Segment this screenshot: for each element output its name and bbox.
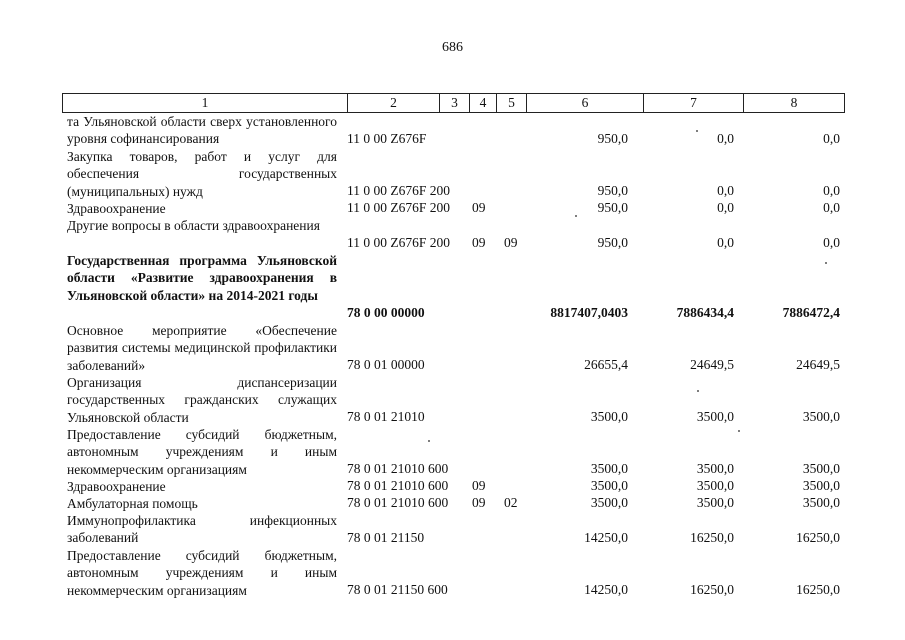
row-value-8: 0,0 (823, 235, 840, 250)
row-name: та Ульяновской области сверх установленного уровня софинансирования (67, 114, 337, 147)
row-name: Государственная программа Ульяновской области «Развитие здравоохранения в Ульяновской области» на 2014-2021 годы (67, 253, 337, 303)
row-code: 78 0 01 21150 600 (347, 582, 448, 597)
scan-speck (825, 262, 827, 264)
row-code: 78 0 01 21010 600 (347, 478, 449, 493)
header-col-2: 2 (347, 94, 439, 112)
table-row (0, 113, 905, 148)
row-value-8: 3500,0 (802, 495, 840, 510)
page-number: 686 (442, 40, 463, 55)
row-code: 78 0 01 21010 600 (347, 461, 449, 476)
row-value-8: 3500,0 (802, 461, 840, 476)
header-col-7: 7 (643, 94, 743, 112)
row-value-7: 24649,5 (690, 357, 734, 372)
table-row (0, 148, 905, 200)
row-value-8: 16250,0 (796, 582, 840, 597)
table-row (0, 512, 905, 547)
row-name: Предоставление субсидий бюджетным, автономным учреждениям и иным некоммерческим организациям (67, 548, 337, 598)
header-col-1: 1 (201, 95, 209, 110)
row-value-8: 3500,0 (802, 478, 840, 493)
row-name: Закупка товаров, работ и услуг для обеспечения государственных (муниципальных) нужд (67, 149, 337, 199)
row-name: Иммунопрофилактика инфекционных заболеваний (67, 513, 337, 546)
row-value-6: 950,0 (597, 235, 628, 250)
row-name: Организация диспансеризации государственных гражданских служащих Ульяновской области (67, 375, 337, 425)
row-value-8: 7886472,4 (782, 305, 840, 320)
row-value-8: 0,0 (823, 200, 840, 215)
row-value-6: 26655,4 (584, 357, 628, 372)
header-col-8: 8 (743, 94, 844, 112)
table-row (0, 217, 905, 252)
row-value-8: 0,0 (823, 131, 840, 146)
row-code: 11 0 00 Z676F 200 (347, 183, 451, 198)
row-value-8: 16250,0 (796, 530, 840, 545)
row-value-7: 0,0 (717, 200, 734, 215)
row-name: Амбулаторная помощь (67, 496, 198, 511)
table-row (0, 478, 905, 495)
header-col-6: 6 (526, 94, 643, 112)
row-section: 09 (472, 235, 486, 250)
row-value-7: 3500,0 (696, 461, 734, 476)
row-value-6: 3500,0 (590, 495, 628, 510)
table-row (0, 547, 905, 599)
table-row (0, 374, 905, 426)
row-value-6: 950,0 (597, 200, 628, 215)
row-value-6: 14250,0 (584, 582, 628, 597)
row-name: Здравоохранение (67, 479, 166, 494)
row-subsection: 09 (504, 235, 518, 250)
row-code: 11 0 00 Z676F 200 (347, 200, 451, 215)
row-value-7: 16250,0 (690, 582, 734, 597)
row-name: Здравоохранение (67, 201, 166, 216)
scan-speck (696, 130, 698, 132)
scan-speck (738, 430, 740, 432)
row-value-8: 24649,5 (796, 357, 840, 372)
row-code: 78 0 01 21150 (347, 530, 425, 545)
row-section: 09 (472, 478, 486, 493)
header-col-3: 3 (439, 94, 469, 112)
row-value-8: 3500,0 (802, 409, 840, 424)
table-row (0, 322, 905, 374)
row-value-6: 950,0 (597, 131, 628, 146)
row-value-7: 0,0 (717, 183, 734, 198)
row-name: Основное мероприятие «Обеспечение развития системы медицинской профилактики заболеваний» (67, 323, 337, 373)
row-value-6: 3500,0 (590, 478, 628, 493)
row-code: 11 0 00 Z676F (347, 131, 427, 146)
row-subsection: 02 (504, 495, 518, 510)
row-value-7: 0,0 (717, 235, 734, 250)
row-value-7: 16250,0 (690, 530, 734, 545)
row-value-6: 950,0 (597, 183, 628, 198)
row-value-7: 7886434,4 (676, 305, 734, 320)
row-code: 78 0 01 21010 (347, 409, 425, 424)
row-name: Другие вопросы в области здравоохранения (67, 218, 320, 233)
row-value-6: 3500,0 (590, 461, 628, 476)
row-value-7: 3500,0 (696, 478, 734, 493)
scan-speck (428, 440, 430, 442)
row-code: 78 0 01 00000 (347, 357, 425, 372)
row-section: 09 (472, 200, 486, 215)
scan-speck (697, 390, 699, 392)
table-row (0, 252, 905, 322)
table-header (62, 93, 845, 113)
row-value-6: 8817407,0403 (550, 305, 628, 320)
row-name: Предоставление субсидий бюджетным, автономным учреждениям и иным некоммерческим организациям (67, 427, 337, 477)
table-row (0, 200, 905, 217)
header-col-5: 5 (496, 94, 526, 112)
row-code: 78 0 00 00000 (347, 305, 425, 320)
row-code: 11 0 00 Z676F 200 (347, 235, 451, 250)
table-row (0, 495, 905, 512)
table-row (0, 426, 905, 478)
row-value-6: 14250,0 (584, 530, 628, 545)
row-value-6: 3500,0 (590, 409, 628, 424)
row-section: 09 (472, 495, 486, 510)
row-value-7: 3500,0 (696, 495, 734, 510)
row-value-7: 3500,0 (696, 409, 734, 424)
row-code: 78 0 01 21010 600 (347, 495, 449, 510)
row-value-7: 0,0 (717, 131, 734, 146)
row-value-8: 0,0 (823, 183, 840, 198)
scan-speck (575, 215, 577, 217)
header-col-4: 4 (469, 94, 496, 112)
